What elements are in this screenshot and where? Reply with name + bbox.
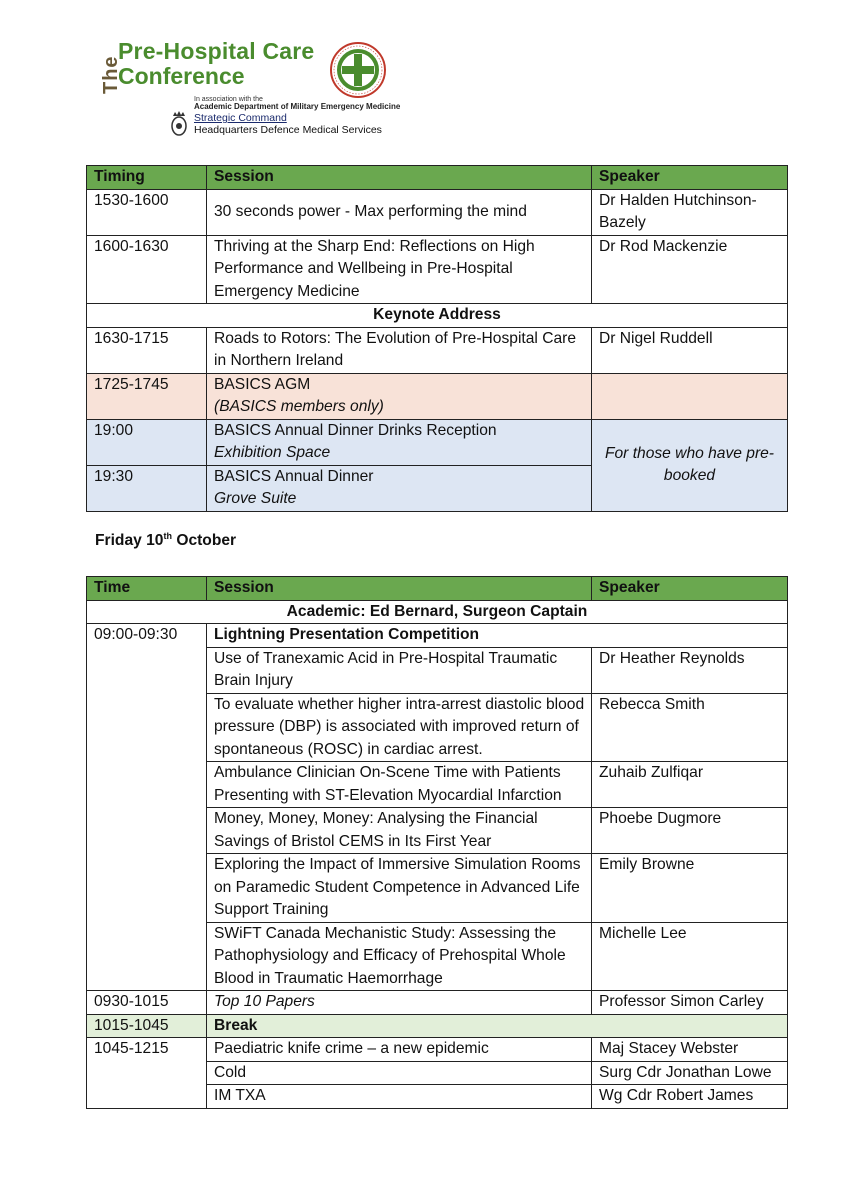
row-session: Ambulance Clinician On-Scene Time with Patients Presenting with ST-Elevation Myocardial Infarction bbox=[207, 762, 592, 808]
table-row bbox=[87, 808, 788, 854]
row-time: 1725-1745 bbox=[87, 373, 207, 419]
table-row bbox=[87, 1038, 788, 1062]
table-row-top10 bbox=[87, 991, 788, 1015]
schedule-table-friday bbox=[86, 576, 788, 1109]
row-time-empty bbox=[87, 762, 207, 808]
schedule-table-thursday bbox=[86, 165, 788, 512]
row-time: 1630-1715 bbox=[87, 327, 207, 373]
row-time-empty bbox=[87, 854, 207, 923]
table-row bbox=[87, 1061, 788, 1085]
logo-association-text: In association with the bbox=[194, 96, 263, 103]
row-session: Money, Money, Money: Analysing the Financial Savings of Bristol CEMS in Its First Year bbox=[207, 808, 592, 854]
row-session bbox=[207, 465, 592, 511]
row-session: Cold bbox=[207, 1061, 592, 1085]
session-title: BASICS AGM bbox=[214, 375, 311, 393]
table-row-break bbox=[87, 1014, 788, 1038]
lightning-title: Lightning Presentation Competition bbox=[207, 624, 788, 648]
row-speaker: Wg Cdr Robert James bbox=[592, 1085, 788, 1109]
row-time-empty bbox=[87, 693, 207, 762]
row-time-empty bbox=[87, 808, 207, 854]
table-row-dinner-reception bbox=[87, 419, 788, 465]
row-session: Exploring the Impact of Immersive Simulation Rooms on Paramedic Student Competence in Advanced Life Support Training bbox=[207, 854, 592, 923]
row-speaker: Dr Heather Reynolds bbox=[592, 647, 788, 693]
row-speaker: Professor Simon Carley bbox=[592, 991, 788, 1015]
row-time: 09:00-09:30 bbox=[87, 624, 207, 648]
table-row bbox=[87, 647, 788, 693]
table-row bbox=[87, 693, 788, 762]
row-time: 19:00 bbox=[87, 419, 207, 465]
row-time: 1600-1630 bbox=[87, 235, 207, 304]
table-row bbox=[87, 327, 788, 373]
row-speaker: Surg Cdr Jonathan Lowe bbox=[592, 1061, 788, 1085]
row-speaker: Dr Rod Mackenzie bbox=[592, 235, 788, 304]
logo-the: The bbox=[100, 55, 122, 94]
row-session: Use of Tranexamic Acid in Pre-Hospital Traumatic Brain Injury bbox=[207, 647, 592, 693]
table-row bbox=[87, 189, 788, 235]
row-time: 1015-1045 bbox=[87, 1014, 207, 1038]
session-note: Exhibition Space bbox=[214, 444, 331, 461]
row-speaker: Dr Nigel Ruddell bbox=[592, 327, 788, 373]
row-time-empty bbox=[87, 1061, 207, 1085]
logo-title-line1: Pre-Hospital Care bbox=[118, 38, 315, 64]
logo-strategic-command: Strategic Command bbox=[194, 112, 287, 124]
row-session: Break bbox=[207, 1014, 788, 1038]
column-header-speaker: Speaker bbox=[592, 577, 788, 601]
keynote-heading: Keynote Address bbox=[87, 304, 788, 328]
row-time: 0930-1015 bbox=[87, 991, 207, 1015]
row-session: To evaluate whether higher intra-arrest diastolic blood pressure (DBP) is associated with improved return of spontaneous (ROSC) in cardiac arrest. bbox=[207, 693, 592, 762]
lightning-header-row bbox=[87, 624, 788, 648]
row-session: 30 seconds power - Max performing the mind bbox=[207, 189, 592, 235]
session-note: (BASICS members only) bbox=[214, 398, 384, 415]
row-speaker: Phoebe Dugmore bbox=[592, 808, 788, 854]
basics-emblem-icon bbox=[328, 40, 388, 100]
row-time: 1530-1600 bbox=[87, 189, 207, 235]
row-speaker: Emily Browne bbox=[592, 854, 788, 923]
table-row bbox=[87, 235, 788, 304]
row-time: 19:30 bbox=[87, 465, 207, 511]
keynote-row bbox=[87, 304, 788, 328]
logo-department: Academic Department of Military Emergency Medicine bbox=[194, 102, 401, 111]
row-speaker: Maj Stacey Webster bbox=[592, 1038, 788, 1062]
row-time: 1045-1215 bbox=[87, 1038, 207, 1062]
table-row bbox=[87, 1085, 788, 1109]
table-row bbox=[87, 762, 788, 808]
conference-logo bbox=[98, 38, 401, 143]
row-speaker: Rebecca Smith bbox=[592, 693, 788, 762]
table-row bbox=[87, 922, 788, 991]
column-header-timing: Timing bbox=[87, 166, 207, 190]
row-session: Paediatric knife crime – a new epidemic bbox=[207, 1038, 592, 1062]
row-session: SWiFT Canada Mechanistic Study: Assessing the Pathophysiology and Efficacy of Prehospital Whole Blood in Traumatic Haemorrhage bbox=[207, 922, 592, 991]
table-row-agm bbox=[87, 373, 788, 419]
row-speaker: Michelle Lee bbox=[592, 922, 788, 991]
day-heading: Friday 10th October bbox=[95, 531, 237, 550]
academic-row bbox=[87, 600, 788, 624]
row-session: Top 10 Papers bbox=[207, 991, 592, 1015]
table-header-row bbox=[87, 577, 788, 601]
academic-heading: Academic: Ed Bernard, Surgeon Captain bbox=[87, 600, 788, 624]
logo-title-line2: Conference bbox=[118, 63, 245, 89]
crown-crest-icon bbox=[170, 110, 188, 136]
column-header-speaker: Speaker bbox=[592, 166, 788, 190]
session-note: Grove Suite bbox=[214, 490, 297, 507]
row-session bbox=[207, 419, 592, 465]
column-header-time: Time bbox=[87, 577, 207, 601]
row-time-empty bbox=[87, 1085, 207, 1109]
row-session: Roads to Rotors: The Evolution of Pre-Hospital Care in Northern Ireland bbox=[207, 327, 592, 373]
row-time-empty bbox=[87, 922, 207, 991]
column-header-session: Session bbox=[207, 577, 592, 601]
logo-hq: Headquarters Defence Medical Services bbox=[194, 124, 382, 136]
row-speaker bbox=[592, 373, 788, 419]
row-session: IM TXA bbox=[207, 1085, 592, 1109]
column-header-session: Session bbox=[207, 166, 592, 190]
table-header-row bbox=[87, 166, 788, 190]
row-time-empty bbox=[87, 647, 207, 693]
prebooked-note: For those who have pre-booked bbox=[592, 419, 788, 511]
row-session bbox=[207, 373, 592, 419]
table-row bbox=[87, 854, 788, 923]
session-title: BASICS Annual Dinner Drinks Reception bbox=[214, 421, 497, 439]
row-speaker: Dr Halden Hutchinson-Bazely bbox=[592, 189, 788, 235]
row-speaker: Zuhaib Zulfiqar bbox=[592, 762, 788, 808]
session-title: BASICS Annual Dinner bbox=[214, 467, 374, 485]
row-session: Thriving at the Sharp End: Reflections on High Performance and Wellbeing in Pre-Hospital Emergency Medicine bbox=[207, 235, 592, 304]
